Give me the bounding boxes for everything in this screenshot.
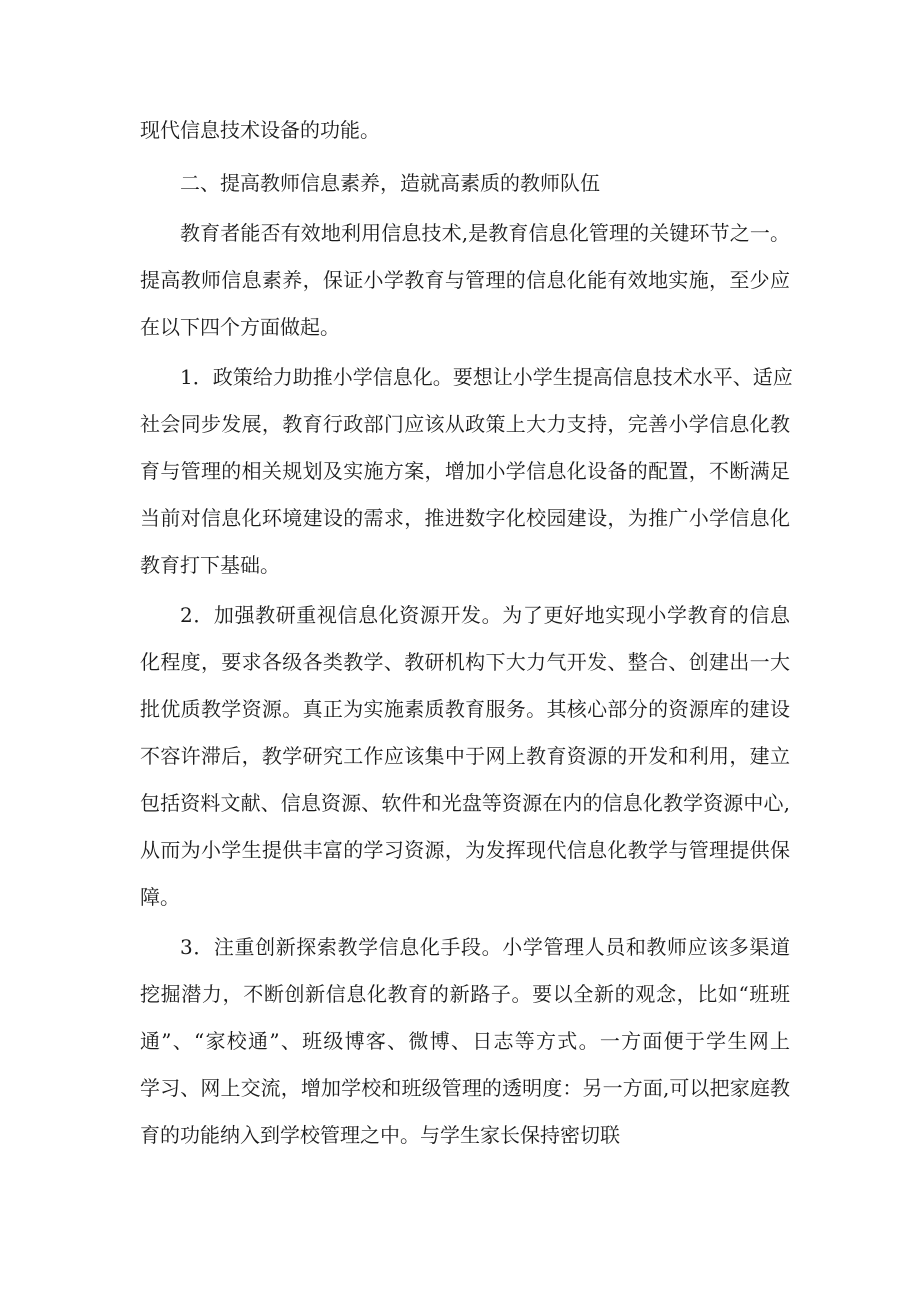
continuation-line: 现代信息技术设备的功能。: [140, 118, 380, 142]
list-item-2-line: 化程度，要求各级各类教学、教研机构下大力气开发、整合、创建出一大: [140, 650, 790, 674]
list-item-1-line: 育与管理的相关规划及实施方案，增加小学信息化设备的配置，不断满足: [140, 459, 790, 483]
list-item-2-line: 包括资料文献、信息资源、软件和光盘等资源在内的信息化教学资源中心,: [140, 791, 790, 815]
list-item-1-line: 社会同步发展，教育行政部门应该从政策上大力支持，完善小学信息化教: [140, 412, 790, 436]
paragraph-line: 教育者能否有效地利用信息技术,是教育信息化管理的关键环节之一。: [180, 221, 790, 245]
paragraph-line: 在以下四个方面做起。: [140, 315, 340, 339]
list-item-3-line: 挖掘潜力，不断创新信息化教育的新路子。要以全新的观念，比如“班班: [140, 982, 790, 1006]
list-item-2-line: 2．加强教研重视信息化资源开发。为了更好地实现小学教育的信息: [180, 603, 790, 627]
list-item-1-line: 当前对信息化环境建设的需求，推进数字化校园建设，为推广小学信息化: [140, 506, 790, 530]
list-item-2-line: 障。: [140, 885, 180, 909]
section-heading: 二、提高教师信息素养，造就高素质的教师队伍: [180, 171, 600, 195]
list-item-3-line: 学习、网上交流，增加学校和班级管理的透明度：另一方面,可以把家庭教: [140, 1076, 790, 1100]
list-item-3-line: 育的功能纳入到学校管理之中。与学生家长保持密切联: [140, 1123, 620, 1147]
paragraph-line: 提高教师信息素养，保证小学教育与管理的信息化能有效地实施，至少应: [140, 268, 790, 292]
list-item-3-line: 3．注重创新探索教学信息化手段。小学管理人员和教师应该多渠道: [180, 935, 790, 959]
list-item-3-line: 通”、“家校通”、班级博客、微博、日志等方式。一方面便于学生网上: [140, 1029, 790, 1053]
list-item-2-line: 批优质教学资源。真正为实施素质教育服务。其核心部分的资源库的建设: [140, 697, 790, 721]
list-item-2-line: 从而为小学生提供丰富的学习资源，为发挥现代信息化教学与管理提供保: [140, 838, 790, 862]
list-item-1-line: 教育打下基础。: [140, 553, 280, 577]
list-item-2-line: 不容许滞后，教学研究工作应该集中于网上教育资源的开发和利用，建立: [140, 744, 790, 768]
list-item-1-line: 1．政策给力助推小学信息化。要想让小学生提高信息技术水平、适应: [180, 365, 793, 389]
